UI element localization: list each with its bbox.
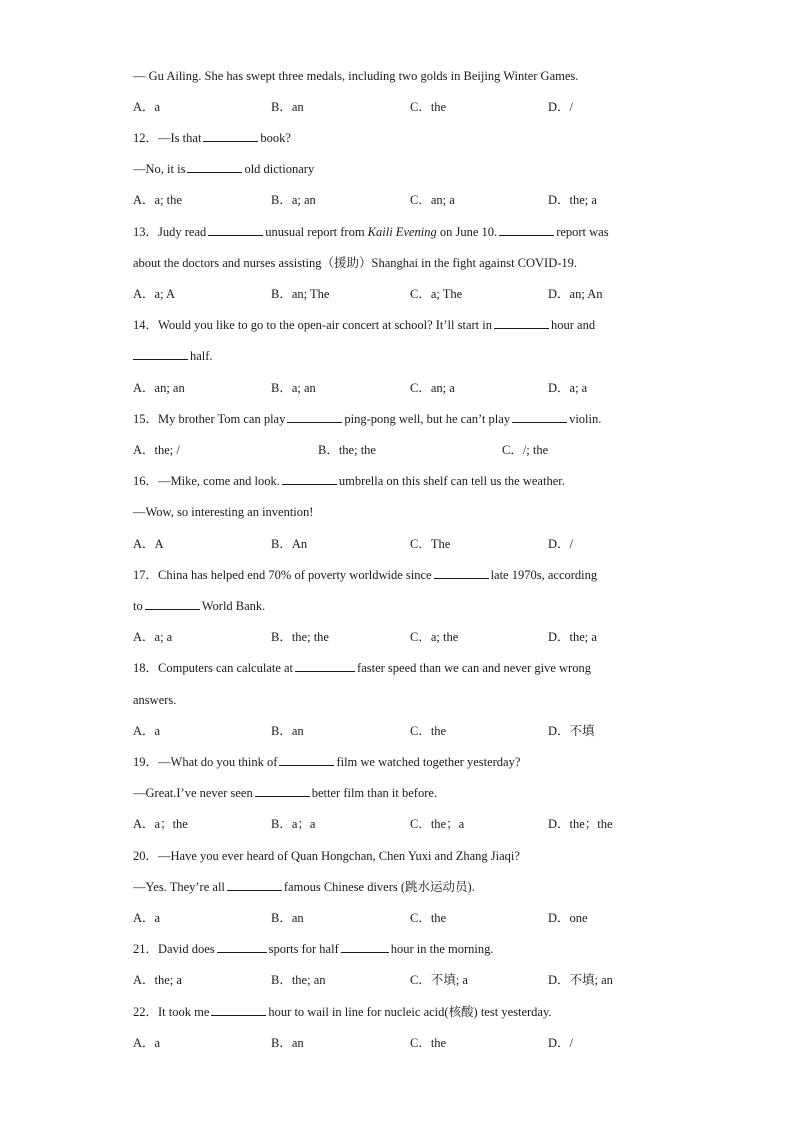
q15-option-b[interactable]: B．the; the	[318, 443, 376, 457]
q19-option-d[interactable]: D．the；the	[548, 817, 613, 831]
q19-line2: —Great.I’ve never seen better film than it before.	[133, 786, 438, 800]
q20-option-d[interactable]: D．one	[548, 911, 588, 925]
q15-option-c[interactable]: C．/; the	[502, 443, 549, 457]
q16-option-d[interactable]: D．/	[548, 537, 574, 551]
q18-option-c[interactable]: C．the	[410, 724, 447, 738]
q17-option-c[interactable]: C．a; the	[410, 630, 459, 644]
q16-line1: 16．—Mike, come and look. umbrella on this shelf can tell us the weather.	[133, 474, 565, 488]
q18-line2: answers.	[133, 693, 177, 707]
q12-option-d[interactable]: D．the; a	[548, 193, 597, 207]
q14-option-a[interactable]: A．an; an	[133, 381, 185, 395]
q14-option-c[interactable]: C．an; a	[410, 381, 455, 395]
q13-option-d[interactable]: D．an; An	[548, 287, 603, 301]
q17-option-b[interactable]: B．the; the	[271, 630, 329, 644]
q16-option-c[interactable]: C．The	[410, 537, 451, 551]
q11-option-a[interactable]: A．a	[133, 100, 161, 114]
q20-line2: —Yes. They’re all famous Chinese divers (跳水运动员).	[133, 880, 475, 894]
q18-option-d[interactable]: D．不填	[548, 724, 595, 738]
q16-option-b[interactable]: B．An	[271, 537, 308, 551]
q19-line1: 19．—What do you think of film we watched together yesterday?	[133, 755, 521, 769]
q15-line1: 15．My brother Tom can play ping-pong well, but he can’t play violin.	[133, 412, 602, 426]
q12-option-b[interactable]: B．a; an	[271, 193, 316, 207]
q14-line2: half.	[133, 348, 213, 364]
q11-option-c[interactable]: C．the	[410, 100, 447, 114]
q11-stem: — Gu Ailing. She has swept three medals, including two golds in Beijing Winter Games.	[133, 69, 579, 83]
q15-option-a[interactable]: A．the; /	[133, 443, 180, 457]
q11-option-b[interactable]: B．an	[271, 100, 304, 114]
q21-option-b[interactable]: B．the; an	[271, 973, 326, 987]
q12-line2: —No, it is old dictionary	[133, 162, 315, 176]
q22-option-a[interactable]: A．a	[133, 1036, 161, 1050]
q18-line1: 18．Computers can calculate at faster speed than we can and never give wrong	[133, 661, 591, 675]
q13-line2: about the doctors and nurses assisting（援助）Shanghai in the fight against COVID-19.	[133, 256, 578, 270]
q13-line1: 13．Judy read unusual report from Kaili Evening on June 10. report was	[133, 225, 609, 239]
q17-line1: 17．China has helped end 70% of poverty worldwide since late 1970s, according	[133, 568, 598, 582]
q22-option-b[interactable]: B．an	[271, 1036, 304, 1050]
q13-option-a[interactable]: A．a; A	[133, 287, 176, 301]
q12-option-c[interactable]: C．an; a	[410, 193, 455, 207]
q20-line1: 20．—Have you ever heard of Quan Hongchan, Chen Yuxi and Zhang Jiaqi?	[133, 849, 520, 863]
q19-option-a[interactable]: A．a；the	[133, 817, 188, 831]
q21-option-c[interactable]: C．不填; a	[410, 973, 468, 987]
q20-option-b[interactable]: B．an	[271, 911, 304, 925]
q21-option-a[interactable]: A．the; a	[133, 973, 182, 987]
q20-option-a[interactable]: A．a	[133, 911, 161, 925]
q13-option-b[interactable]: B．an; The	[271, 287, 330, 301]
q13-option-c[interactable]: C．a; The	[410, 287, 463, 301]
q22-option-d[interactable]: D．/	[548, 1036, 574, 1050]
q14-option-b[interactable]: B．a; an	[271, 381, 316, 395]
q22-line1: 22．It took me hour to wail in line for nucleic acid(核酸) test yesterday.	[133, 1005, 552, 1019]
q14-option-d[interactable]: D．a; a	[548, 381, 588, 395]
q12-option-a[interactable]: A．a; the	[133, 193, 182, 207]
q12-line1: 12．—Is that book?	[133, 131, 291, 145]
q16-option-a[interactable]: A．A	[133, 537, 164, 551]
q18-option-b[interactable]: B．an	[271, 724, 304, 738]
q18-option-a[interactable]: A．a	[133, 724, 161, 738]
q17-option-a[interactable]: A．a; a	[133, 630, 173, 644]
q19-option-c[interactable]: C．the；a	[410, 817, 465, 831]
q22-option-c[interactable]: C．the	[410, 1036, 447, 1050]
q17-line2: to World Bank.	[133, 599, 266, 613]
q11-option-d[interactable]: D．/	[548, 100, 574, 114]
q21-line1: 21．David does sports for half hour in the morning.	[133, 942, 494, 956]
q19-option-b[interactable]: B．a；a	[271, 817, 316, 831]
q17-option-d[interactable]: D．the; a	[548, 630, 597, 644]
q16-line2: —Wow, so interesting an invention!	[133, 505, 314, 519]
q14-line1: 14．Would you like to go to the open-air concert at school? It’ll start in hour and	[133, 318, 596, 332]
q21-option-d[interactable]: D．不填; an	[548, 973, 613, 987]
q20-option-c[interactable]: C．the	[410, 911, 447, 925]
